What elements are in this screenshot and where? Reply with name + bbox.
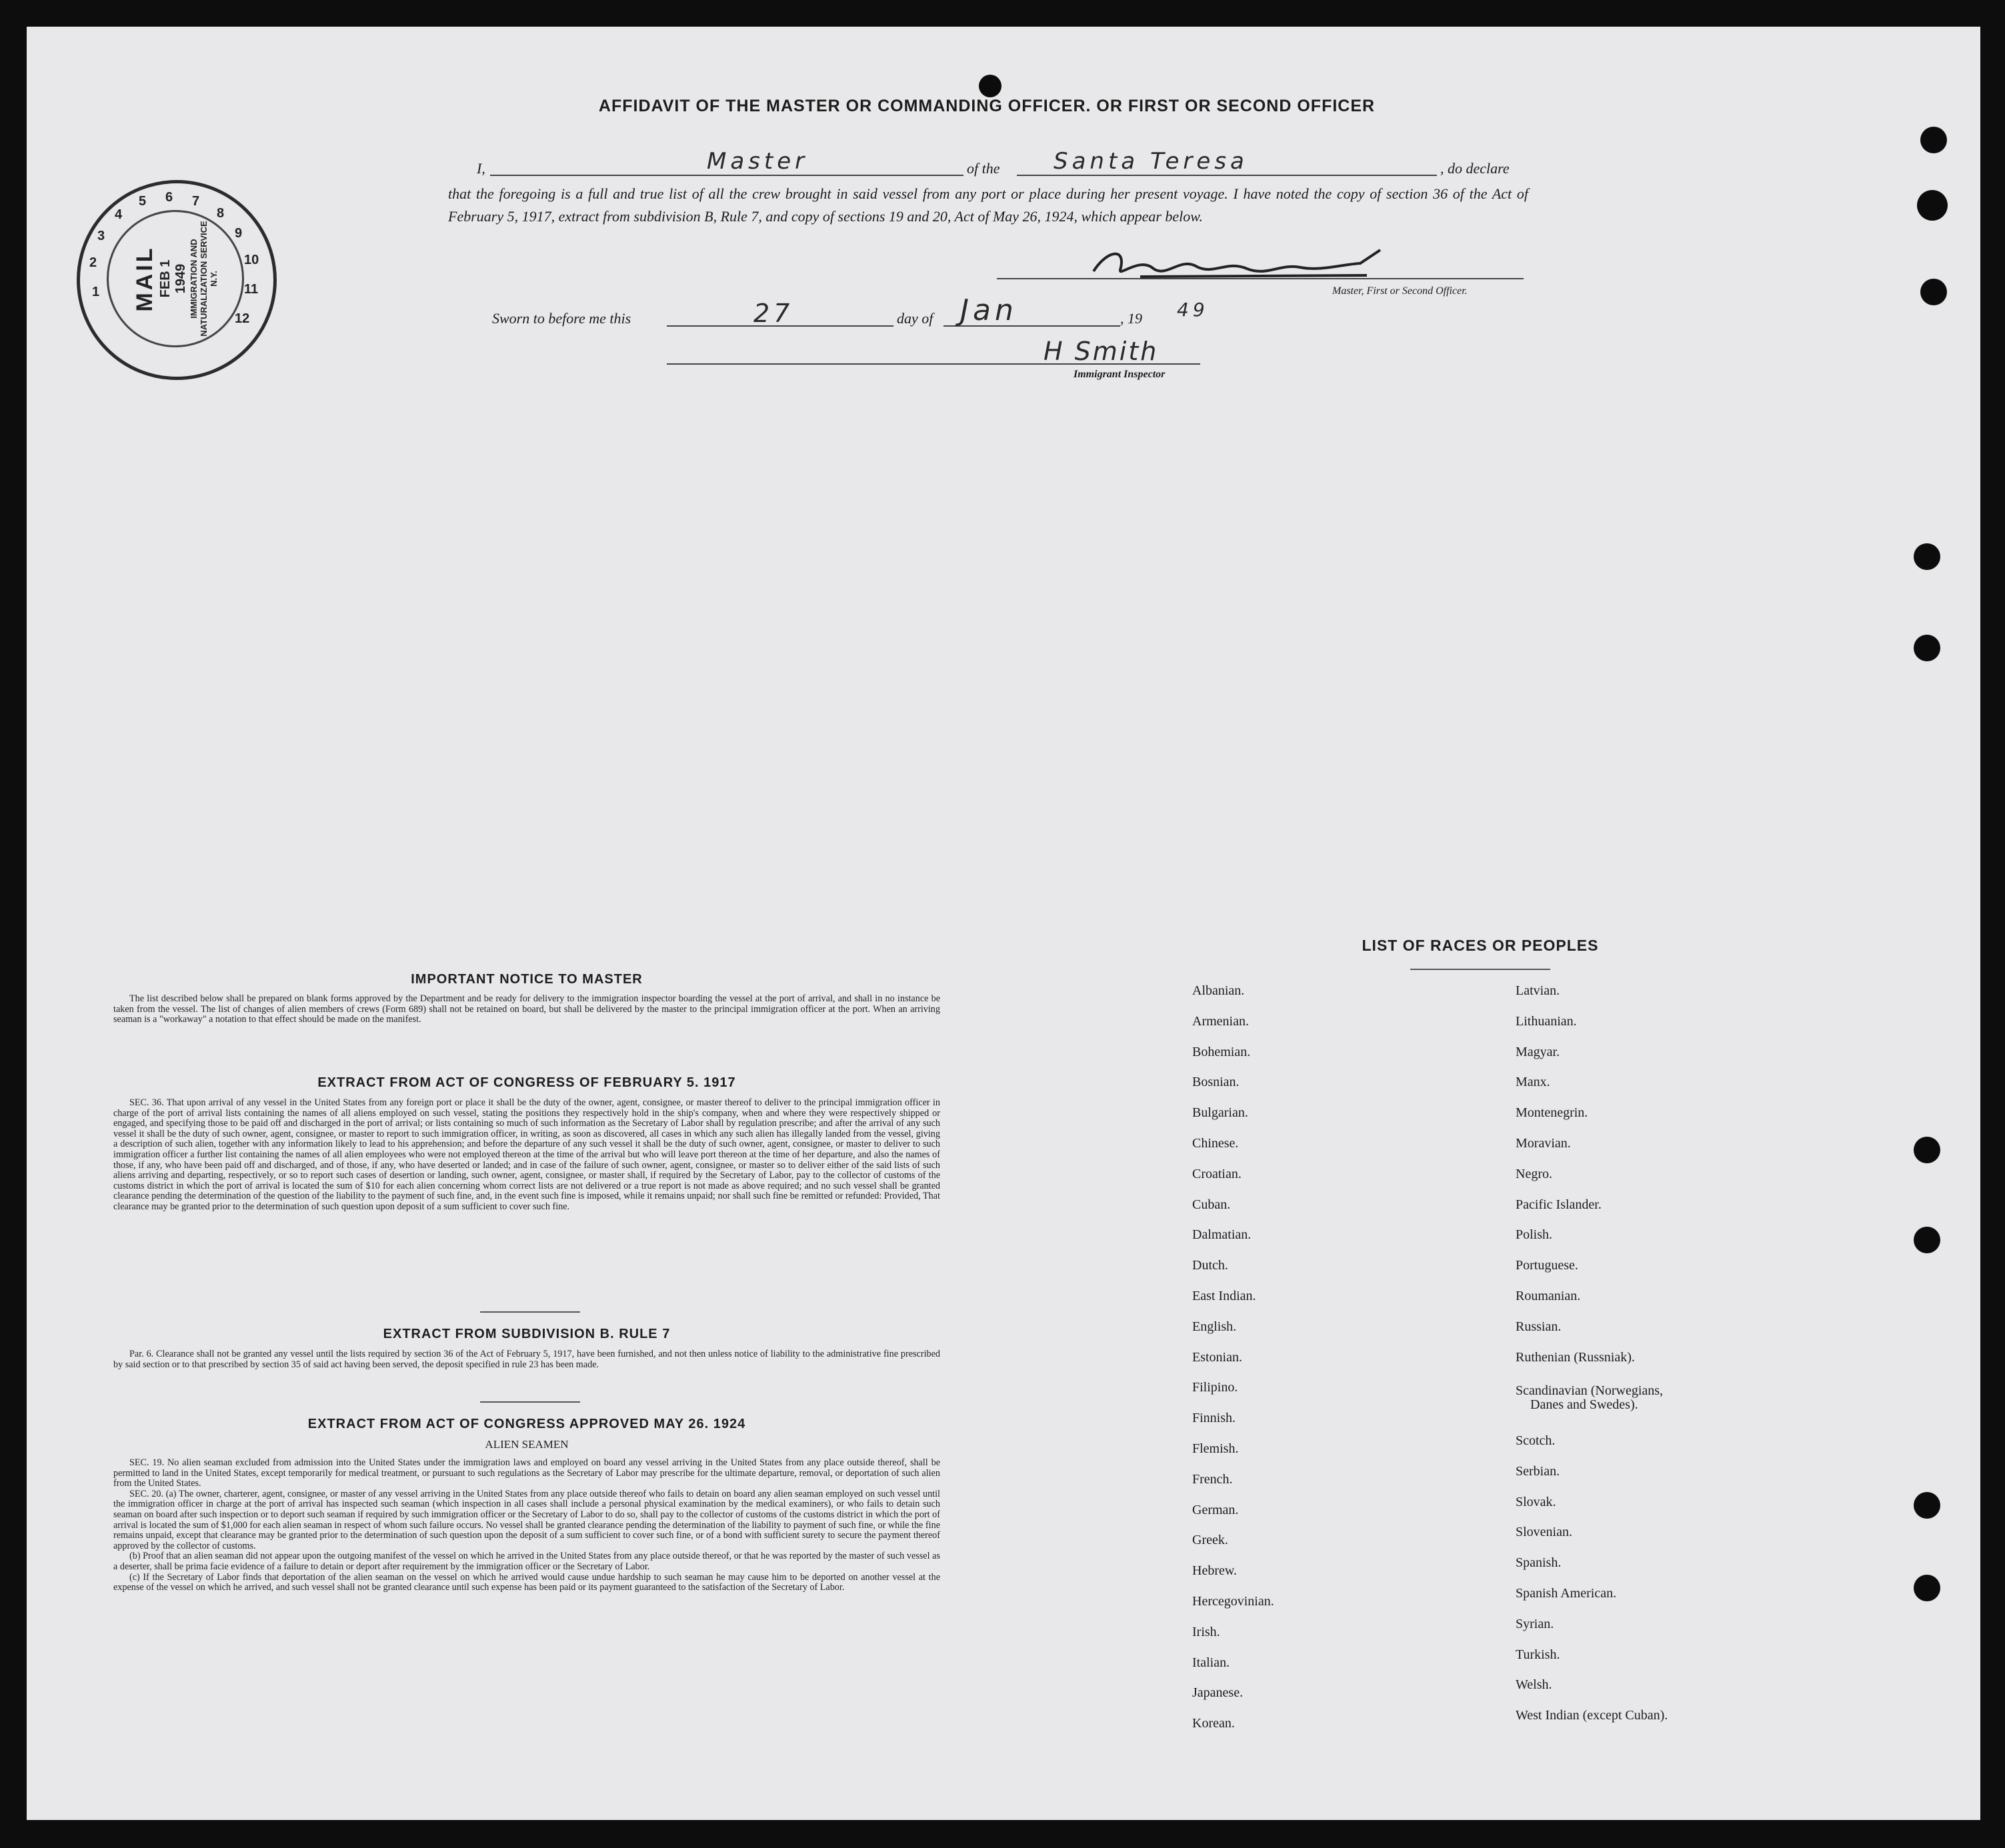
race-item: Pacific Islander. bbox=[1516, 1197, 1602, 1212]
punch-hole bbox=[1917, 190, 1948, 221]
master-signature bbox=[1080, 237, 1394, 290]
extract-1924-body bbox=[113, 1458, 940, 1593]
race-item: Bosnian. bbox=[1192, 1075, 1240, 1090]
extract-1917-title: EXTRACT FROM ACT OF CONGRESS OF FEBRUARY 5. 1917 bbox=[317, 1075, 736, 1090]
punch-hole bbox=[1914, 1227, 1940, 1253]
notice-text: The list described below shall be prepared on blank forms approved by the Department and be ready for delivery to the immigration inspector boarding the vessel at the port of arrival, and shall in no instance be taken from the vessel. The list of changes of alien members of crews (Form 689) shall not be retained on board, but shall be delivered by the master to the principal immigration officer at the port. When an arriving seaman is a "workaway" a notation to that effect should be made on the manifest. bbox=[113, 993, 940, 1025]
extract-1924-title: EXTRACT FROM ACT OF CONGRESS APPROVED MAY 26. 1924 bbox=[307, 1417, 746, 1431]
sworn-month: Jan bbox=[960, 293, 1018, 327]
race-item: Irish. bbox=[1192, 1624, 1220, 1639]
race-item: Spanish. bbox=[1516, 1555, 1562, 1571]
sworn-prefix: Sworn to before me this bbox=[492, 310, 631, 327]
race-item: English. bbox=[1192, 1319, 1237, 1334]
race-item: Albanian. bbox=[1192, 983, 1245, 998]
immigration-mail-stamp bbox=[77, 180, 277, 380]
sworn-year: 49 bbox=[1177, 299, 1209, 321]
affidavit-body: that the foregoing is a full and true list of all the crew brought in said vessel from any port or place during her present voyage. I have noted the copy of section 36 of the Act of February 5, 1917, extract from subdivision B, Rule 7, and copy of sections 19 and 20, Act of May 26, 1924, which appear below. bbox=[448, 185, 1528, 225]
stamp-number: 10 bbox=[244, 253, 259, 267]
punch-hole bbox=[1914, 635, 1940, 661]
race-item: Syrian. bbox=[1516, 1616, 1554, 1631]
extract-1917-text: SEC. 36. That upon arrival of any vessel in the United States from any foreign port or place it shall be the duty of the owner, agent, consignee, or master thereof to deliver to the principal immigration officer in charge of the port of arrival lists containing the names of all aliens employed on such vessel, stating the positions they respectively hold in the ship's company, when and where they were respectively shipped or engaged, and specifying those to be paid off and discharged in the port of arrival; or lists containing so much of such information as the Secretary of Labor shall by regulation prescribe; and after the arrival of any such vessel it shall be the duty of such owner, agent, consignee, or master to report to such immigration officer, in writing, as soon as discovered, all cases in which any such alien has illegally landed from the vessel, giving a description of such alien, together with any information likely to lead to his apprehension; and before the departure of any such vessel it shall be the duty of such owner, agent, consignee, or master to deliver to such immigration officer a further list containing the names of all alien employees who were not employed thereon at the time of the arrival but who will leave port thereon at the time of her departure, and also the names of those, if any, who have been paid off and discharged, and of those, if any, who have deserted or landed; and in case of the failure of such owner, agent, consignee, or master so to deliver either of the said lists of such aliens arriving and departing, respectively, or so to report such cases of desertion or landing, such owner, agent, consignee, or master shall, if required by the Secretary of Labor, pay to the collector of customs of the customs district in which the port of arrival is located the sum of $10 for each alien concerning whom correct lists are not delivered or a true report is not made as above required; and no such vessel shall be granted clearance pending the determination of the question of the liability to the payment of such fine, and, in the event such fine is imposed, while it remains unpaid; nor shall such fine be remitted or refunded: Provided, That clearance may be granted prior to the determination of such question upon deposit of a sum sufficient to cover such fine. bbox=[113, 1097, 940, 1212]
inspector-line bbox=[667, 363, 1200, 365]
vessel-line bbox=[1017, 175, 1437, 176]
punch-hole bbox=[1914, 1492, 1940, 1519]
stamp-year: 1949 bbox=[173, 263, 188, 294]
stamp-number: 1 bbox=[92, 285, 100, 299]
punch-hole bbox=[979, 75, 1001, 97]
stamp-agency: IMMIGRATION AND NATURALIZATION SERVICE bbox=[189, 221, 209, 337]
inspector-signature: H Smith bbox=[1044, 337, 1159, 366]
notice-body bbox=[113, 994, 940, 1025]
race-item: Flemish. bbox=[1192, 1441, 1239, 1456]
sec19-text: SEC. 19. No alien seaman excluded from admission into the United States under the immigration laws and employed on board any vessel arriving in the United States from any place outside thereof, shall be permitted to land in the United States, except temporarily for medical treatment, or pursuant to such regulations as the Secretary of Labor may prescribe for the ultimate departure, removal, or deportation of such alien from the United States. bbox=[113, 1457, 940, 1489]
stamp-number: 7 bbox=[192, 194, 200, 209]
race-item: Roumanian. bbox=[1516, 1289, 1581, 1303]
race-item: German. bbox=[1192, 1502, 1239, 1517]
vessel-handwritten: Santa Teresa bbox=[1054, 148, 1248, 175]
extract-1924-subtitle: ALIEN SEAMEN bbox=[485, 1438, 569, 1451]
race-item: Slovenian. bbox=[1516, 1525, 1572, 1540]
stamp-number: 11 bbox=[244, 282, 259, 297]
race-item: Negro. bbox=[1516, 1166, 1552, 1181]
stamp-center bbox=[107, 210, 244, 347]
inspector-caption: Immigrant Inspector bbox=[1074, 369, 1166, 380]
race-item: Serbian. bbox=[1516, 1463, 1560, 1479]
sworn-day: 27 bbox=[753, 299, 794, 328]
race-item: Italian. bbox=[1192, 1655, 1230, 1670]
race-item: Korean. bbox=[1192, 1716, 1235, 1731]
divider bbox=[480, 1311, 580, 1313]
notice-title: IMPORTANT NOTICE TO MASTER bbox=[411, 972, 643, 987]
race-item: Dutch. bbox=[1192, 1258, 1228, 1273]
race-item: Lithuanian. bbox=[1516, 1013, 1577, 1029]
affidavit-title: AFFIDAVIT OF THE MASTER OR COMMANDING OFFICER. OR FIRST OR SECOND OFFICER bbox=[598, 97, 1376, 115]
race-item: Ruthenian (Russniak). bbox=[1516, 1349, 1635, 1365]
punch-hole bbox=[1914, 1575, 1940, 1601]
race-item: Latvian. bbox=[1516, 983, 1560, 998]
stamp-number: 4 bbox=[115, 207, 123, 222]
race-item: Welsh. bbox=[1516, 1677, 1552, 1693]
race-item: Turkish. bbox=[1516, 1647, 1560, 1662]
sec20c-text: (c) If the Secretary of Labor finds that deportation of the alien seaman on the vessel on which he arrived would cause undue hardship to such seaman he may cause him to be deported on another vessel at the expense of the vessel on which he arrived, and such vessel shall not be granted clearance until such expense has been paid or its payment guaranteed to the satisfaction of the Secretary of Labor. bbox=[113, 1571, 940, 1593]
officer-line bbox=[490, 175, 963, 176]
race-item: Portuguese. bbox=[1516, 1258, 1578, 1273]
stamp-mail: MAIL bbox=[132, 245, 157, 312]
race-item: Bulgarian. bbox=[1192, 1105, 1248, 1121]
race-item: Bohemian. bbox=[1192, 1044, 1251, 1059]
race-item: Dalmatian. bbox=[1192, 1227, 1252, 1243]
race-item: Japanese. bbox=[1192, 1685, 1244, 1701]
race-item: East Indian. bbox=[1192, 1289, 1256, 1303]
race-item: Danes and Swedes). bbox=[1530, 1397, 1638, 1412]
officer-handwritten: Master bbox=[707, 148, 809, 175]
race-item: Spanish American. bbox=[1516, 1586, 1617, 1601]
race-item: Manx. bbox=[1516, 1075, 1550, 1090]
extract-1917-body bbox=[113, 1098, 940, 1213]
of-the-label: of the bbox=[967, 160, 1000, 177]
day-of-label: day of bbox=[897, 310, 933, 327]
race-item: Scotch. bbox=[1516, 1433, 1556, 1448]
race-item: Estonian. bbox=[1192, 1349, 1242, 1365]
race-item: Polish. bbox=[1516, 1227, 1553, 1243]
race-item: Russian. bbox=[1516, 1319, 1562, 1334]
race-item: Moravian. bbox=[1516, 1136, 1571, 1151]
punch-hole bbox=[1920, 127, 1947, 153]
race-item: Slovak. bbox=[1516, 1494, 1556, 1509]
race-item: West Indian (except Cuban). bbox=[1516, 1708, 1668, 1723]
stamp-city: N.Y. bbox=[209, 271, 219, 287]
race-item: Armenian. bbox=[1192, 1013, 1249, 1029]
race-item: Montenegrin. bbox=[1516, 1105, 1588, 1121]
stamp-number: 9 bbox=[235, 226, 243, 241]
stamp-number: 5 bbox=[139, 194, 147, 209]
divider bbox=[480, 1401, 580, 1403]
race-item: Magyar. bbox=[1516, 1044, 1560, 1059]
master-signature-caption: Master, First or Second Officer. bbox=[1332, 285, 1468, 297]
race-item: Hebrew. bbox=[1192, 1563, 1238, 1579]
race-item: French. bbox=[1192, 1471, 1233, 1487]
race-item: Hercegovinian. bbox=[1192, 1594, 1274, 1609]
divider bbox=[1410, 969, 1550, 970]
stamp-number: 3 bbox=[97, 229, 105, 243]
stamp-number: 8 bbox=[217, 206, 225, 221]
rule7-title: EXTRACT FROM SUBDIVISION B. RULE 7 bbox=[383, 1327, 671, 1341]
race-item: Croatian. bbox=[1192, 1166, 1242, 1181]
race-item: Greek. bbox=[1192, 1533, 1228, 1548]
affidavit-i: I, bbox=[477, 160, 485, 177]
race-item: Filipino. bbox=[1192, 1380, 1238, 1395]
year-prefix: , 19 bbox=[1120, 310, 1142, 327]
rule7-body bbox=[113, 1349, 940, 1370]
race-item: Chinese. bbox=[1192, 1136, 1239, 1151]
punch-hole bbox=[1914, 543, 1940, 570]
races-title: LIST OF RACES OR PEOPLES bbox=[1362, 937, 1599, 954]
rule7-text: Par. 6. Clearance shall not be granted any vessel until the lists required by section 36 of the Act of February 5, 1917, have been furnished, and not then unless notice of liability to the administrative fine prescribed by said section or to that prescribed by section 35 of said act having been served, the deposit specified in rule 23 has been made. bbox=[113, 1349, 940, 1370]
punch-hole bbox=[1920, 279, 1947, 305]
stamp-number: 2 bbox=[89, 255, 97, 270]
race-item: Finnish. bbox=[1192, 1411, 1236, 1426]
stamp-number: 6 bbox=[165, 190, 173, 205]
stamp-number: 12 bbox=[235, 311, 250, 326]
do-declare-label: , do declare bbox=[1440, 160, 1510, 177]
sec20a-text: SEC. 20. (a) The owner, charterer, agent, consignee, or master of any vessel arriving in the United States from any place outside thereof who fails to detain on board any alien seaman employed on such vessel until the immigration officer in charge at the port of arrival has inspected such seaman (which inspection in all cases shall include a personal physical examination by the medical examiners), or who fails to detain such seaman on board after such inspection or to deport such seaman if required by such immigration officer or the Secretary of Labor to do so, shall pay to the collector of customs of the customs district in which the port of arrival is located the sum of $1,000 for each alien seaman in respect of whom such failure occurs. No vessel shall be granted clearance pending the determination of the liability to payment of such fine, or while the fine remains unpaid, except that clearance may be granted prior to the determination of such question upon the deposit of a sum sufficient to cover such fine, or of a bond with sufficient surety to secure the payment thereof approved by the collector of customs. bbox=[113, 1488, 940, 1551]
race-item: Cuban. bbox=[1192, 1197, 1231, 1212]
race-item: Scandinavian (Norwegians, bbox=[1516, 1383, 1664, 1398]
punch-hole bbox=[1914, 1137, 1940, 1163]
sec20b-text: (b) Proof that an alien seaman did not appear upon the outgoing manifest of the vessel on which he arrived in the United States from any place outside thereof, or that he was reported by the master of such vessel as a deserter, shall be prima facie evidence of a failure to detain or deport after requirement by the immigration officer or the Secretary of Labor. bbox=[113, 1551, 940, 1572]
stamp-date: FEB 1 bbox=[158, 259, 173, 298]
